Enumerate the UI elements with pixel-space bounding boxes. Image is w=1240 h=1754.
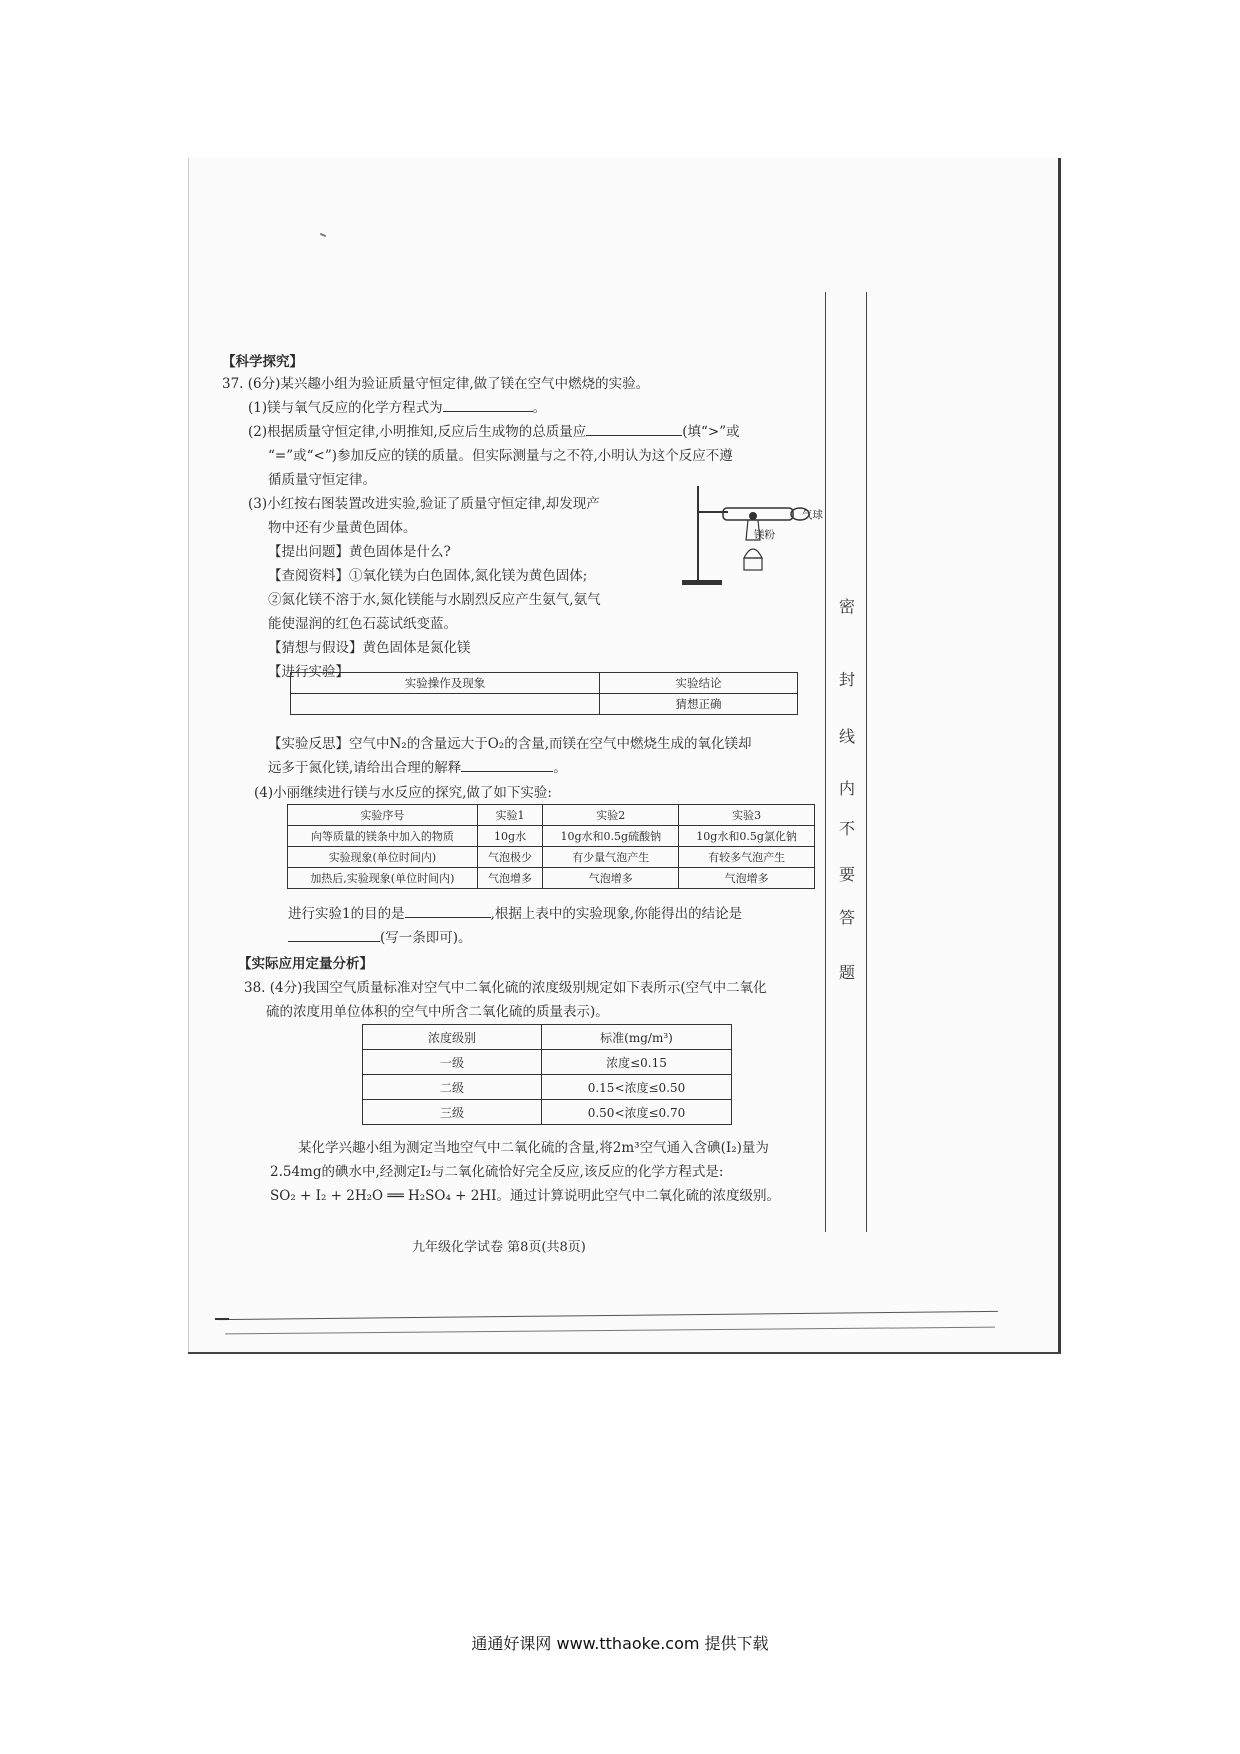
binding-line [825, 292, 826, 1232]
reflection-line1: 【实验反思】空气中N₂的含量远大于O₂的含量,而镁在空气中燃烧生成的氧化镁却 [268, 736, 752, 752]
table-cell: 一级 [363, 1050, 542, 1075]
table-row [288, 847, 815, 868]
answer-blank[interactable] [461, 757, 553, 772]
problem-statement: 【提出问题】黄色固体是什么? [268, 544, 451, 560]
q37-title: 37. (6分)某兴趣小组为验证质量守恒定律,做了镁在空气中燃烧的实验。 [222, 376, 650, 392]
q37-part4-question-end: (写一条即可)。 [288, 926, 472, 946]
seal-char: 题 [838, 963, 855, 982]
table-header-row [288, 805, 815, 826]
table-cell: 气泡增多 [543, 868, 679, 889]
page-footer: 九年级化学试卷 第8页(共8页) [412, 1240, 586, 1255]
label-balloon: 气球 [802, 509, 823, 521]
q37-part4-question: 进行实验1的目的是 ,根据上表中的实验现象,你能得出的结论是 [288, 902, 742, 922]
q37-part1: (1)镁与氧气反应的化学方程式为 。 [248, 396, 546, 416]
table-cell: 10g水和0.5g氯化钠 [679, 826, 815, 847]
credit-line[interactable]: 通通好课网 www.tthaoke.com 提供下载 [471, 1634, 769, 1653]
table-header-cell: 实验1 [477, 805, 543, 826]
q38-line5: SO₂ + I₂ + 2H₂O ══ H₂SO₄ + 2HI。通过计算说明此空气中二氧化硫的浓度级别。 [270, 1188, 780, 1204]
q37-part2-line3: 循质量守恒定律。 [268, 472, 376, 488]
table-cell: 有少量气泡产生 [543, 847, 679, 868]
table-header-cell: 实验操作及现象 [291, 673, 600, 694]
table-row [288, 868, 815, 889]
q38-line4: 2.54mg的碘水中,经测定I₂与二氧化硫恰好完全反应,该反应的化学方程式是: [270, 1164, 724, 1180]
q37-part2-line1: (2)根据质量守恒定律,小明推知,反应后生成物的总质量应 (填“>”或 [248, 420, 740, 440]
apparatus-figure [668, 480, 818, 590]
table-header-cell: 实验结论 [600, 673, 798, 694]
table-cell: 三级 [363, 1100, 542, 1125]
q37-part3-line2: 物中还有少量黄色固体。 [268, 520, 417, 536]
table-cell: 猜想正确 [600, 694, 798, 715]
table-cell: 0.15<浓度≤0.50 [542, 1075, 732, 1100]
bottom-scan-mark [215, 1318, 229, 1320]
answer-blank[interactable] [443, 397, 533, 412]
answer-blank[interactable] [405, 903, 491, 918]
seal-char: 线 [838, 727, 855, 746]
seal-char: 内 [838, 779, 855, 798]
water-experiment-table [287, 804, 815, 889]
table-row [288, 826, 815, 847]
reference-2: ②氮化镁不溶于水,氮化镁能与水剧烈反应产生氨气,氨气 [268, 592, 601, 608]
table-header-cell: 实验3 [679, 805, 815, 826]
answer-blank[interactable] [288, 927, 380, 942]
table-row [363, 1075, 732, 1100]
table-cell: 10g水和0.5g硫酸钠 [543, 826, 679, 847]
table-cell: 气泡增多 [477, 868, 543, 889]
table-header-cell: 实验序号 [288, 805, 478, 826]
q38-line1: 38. (4分)我国空气质量标准对空气中二氧化硫的浓度级别规定如下表所示(空气中二氧化 [244, 980, 767, 996]
table-row [363, 1100, 732, 1125]
q37-part3-line1: (3)小红按右图装置改进实验,验证了质量守恒定律,却发现产 [248, 496, 600, 512]
seal-char: 密 [838, 597, 855, 616]
table-cell: 向等质量的镁条中加入的物质 [288, 826, 478, 847]
table-row [363, 1050, 732, 1075]
table-cell: 气泡极少 [477, 847, 543, 868]
table-cell: 0.50<浓度≤0.70 [542, 1100, 732, 1125]
seal-char: 封 [838, 670, 855, 689]
experiment-heading: 【进行实验】 [268, 664, 349, 680]
table-cell: 二级 [363, 1075, 542, 1100]
answer-blank[interactable] [586, 421, 682, 436]
table-header-cell: 实验2 [543, 805, 679, 826]
table-cell: 10g水 [477, 826, 543, 847]
table-cell: 实验现象(单位时间内) [288, 847, 478, 868]
reference-3: 能使湿润的红色石蕊试纸变蓝。 [268, 616, 457, 632]
seal-char: 不 [838, 819, 855, 838]
table-header-row [291, 673, 798, 694]
reference-1: 【查阅资料】①氧化镁为白色固体,氮化镁为黄色固体; [268, 568, 588, 584]
reflection-line2: 远多于氮化镁,请给出合理的解释 。 [268, 756, 567, 776]
table-header-cell: 浓度级别 [363, 1025, 542, 1050]
hypothesis: 【猜想与假设】黄色固体是氮化镁 [268, 640, 471, 656]
experiment-table [290, 672, 798, 715]
label-mg-powder: 镁粉 [754, 529, 775, 541]
q38-line2: 硫的浓度用单位体积的空气中所含二氧化硫的质量表示)。 [266, 1004, 609, 1020]
table-cell: 浓度≤0.15 [542, 1050, 732, 1075]
scan-edge-right [1058, 158, 1061, 1354]
q37-part4: (4)小丽继续进行镁与水反应的探究,做了如下实验: [254, 785, 552, 801]
q38-line3: 某化学兴趣小组为测定当地空气中二氧化硫的含量,将2m³空气通入含碘(I₂)量为 [298, 1140, 769, 1156]
table-header-row [363, 1025, 732, 1050]
q37-part2-line2: “=”或“<”)参加反应的镁的质量。但实际测量与之不符,小明认为这个反应不遵 [268, 448, 733, 464]
concentration-table [362, 1024, 732, 1125]
table-cell: 有较多气泡产生 [679, 847, 815, 868]
table-header-cell: 标准(mg/m³) [542, 1025, 732, 1050]
section-heading: 【科学探究】 [222, 354, 303, 370]
binding-line [866, 292, 867, 1232]
table-row [291, 694, 798, 715]
section-heading: 【实际应用定量分析】 [238, 956, 373, 972]
seal-char: 答 [838, 908, 855, 927]
scan-edge-bottom [188, 1352, 1061, 1354]
table-cell: 加热后,实验现象(单位时间内) [288, 868, 478, 889]
table-cell[interactable] [291, 694, 600, 715]
seal-char: 要 [838, 865, 855, 884]
table-cell: 气泡增多 [679, 868, 815, 889]
